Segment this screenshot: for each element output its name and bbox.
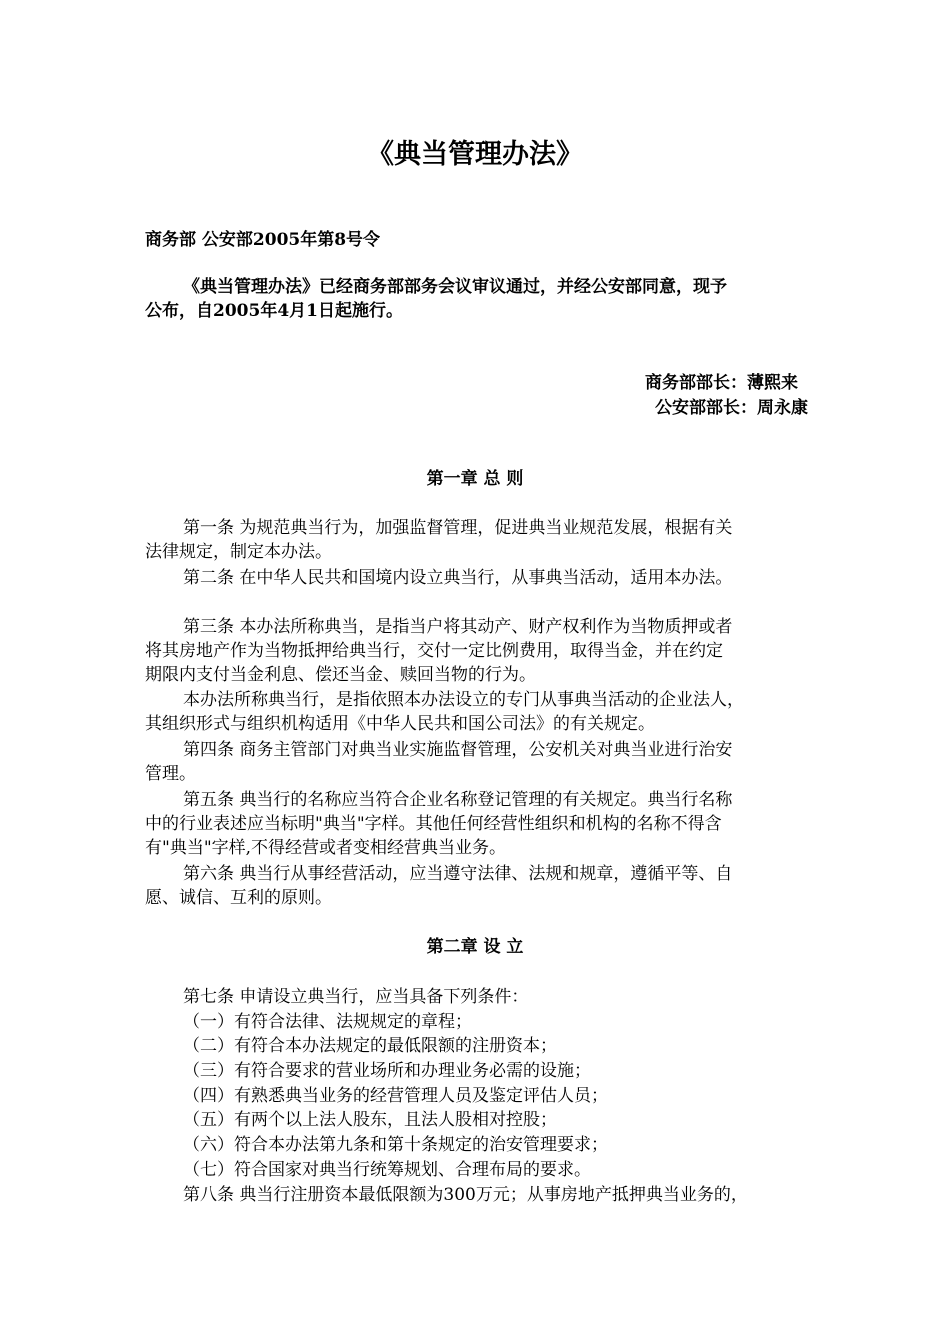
- chapter-1-line: 将其房地产作为当物抵押给典当行，交付一定比例费用，取得当金，并在约定: [145, 641, 723, 661]
- chapter-2-line: 第七条 申请设立典当行，应当具备下列条件：: [183, 987, 529, 1007]
- chapter-1-line: 第四条 商务主管部门对典当业实施监督管理，公安机关对典当业进行治安: [183, 740, 733, 760]
- preamble-line-2: 公布，自2005年4月1日起施行。: [145, 301, 403, 321]
- chapter-2-line: （六）符合本办法第九条和第十条规定的治安管理要求；: [183, 1135, 608, 1155]
- chapter-1-line: 第三条 本办法所称典当，是指当户将其动产、财产权利作为当物质押或者: [183, 617, 733, 637]
- chapter-1-line: 本办法所称典当行，是指依照本办法设立的专门从事典当活动的企业法人，: [183, 690, 744, 710]
- chapter-1-line: 期限内支付当金利息、偿还当金、赎回当物的行为。: [145, 665, 536, 685]
- chapter-2-heading: 第二章 设 立: [426, 937, 524, 957]
- decree-number: 商务部 公安部2005年第8号令: [145, 230, 381, 250]
- chapter-1-line: 第五条 典当行的名称应当符合企业名称登记管理的有关规定。典当行名称: [183, 790, 733, 810]
- document-title: 《典当管理办法》: [367, 139, 583, 170]
- preamble-line-1: 《典当管理办法》已经商务部部务会议审议通过，并经公安部同意，现予: [183, 277, 727, 297]
- chapter-1-heading: 第一章 总 则: [426, 469, 524, 489]
- signature-public-security-minister: 公安部部长：周永康: [655, 398, 808, 418]
- chapter-1-line: 法律规定，制定本办法。: [145, 542, 332, 562]
- chapter-2-line: （二）有符合本办法规定的最低限额的注册资本；: [183, 1036, 557, 1056]
- chapter-1-line: 第一条 为规范典当行为，加强监督管理，促进典当业规范发展，根据有关: [183, 518, 733, 538]
- chapter-2-line: 第八条 典当行注册资本最低限额为300万元；从事房地产抵押典当业务的，: [183, 1185, 748, 1205]
- chapter-2-line: （七）符合国家对典当行统筹规划、合理布局的要求。: [183, 1160, 591, 1180]
- chapter-1-line: 管理。: [145, 764, 196, 784]
- chapter-1-line: 有"典当"字样,不得经营或者变相经营典当业务。: [145, 838, 507, 858]
- chapter-1-line: 中的行业表述应当标明"典当"字样。其他任何经营性组织和机构的名称不得含: [145, 814, 722, 834]
- chapter-1-line: 第二条 在中华人民共和国境内设立典当行，从事典当活动，适用本办法。: [183, 568, 733, 588]
- chapter-1-line: 第六条 典当行从事经营活动，应当遵守法律、法规和规章，遵循平等、自: [183, 864, 733, 884]
- chapter-2-line: （五）有两个以上法人股东，且法人股相对控股；: [183, 1110, 557, 1130]
- chapter-2-line: （三）有符合要求的营业场所和办理业务必需的设施；: [183, 1061, 591, 1081]
- chapter-1-line: 其组织形式与组织机构适用《中华人民共和国公司法》的有关规定。: [145, 714, 655, 734]
- chapter-2-line: （一）有符合法律、法规规定的章程；: [183, 1012, 472, 1032]
- chapter-1-line: 愿、诚信、互利的原则。: [145, 888, 332, 908]
- signature-commerce-minister: 商务部部长：薄熙来: [645, 373, 798, 393]
- chapter-2-line: （四）有熟悉典当业务的经营管理人员及鉴定评估人员；: [183, 1086, 608, 1106]
